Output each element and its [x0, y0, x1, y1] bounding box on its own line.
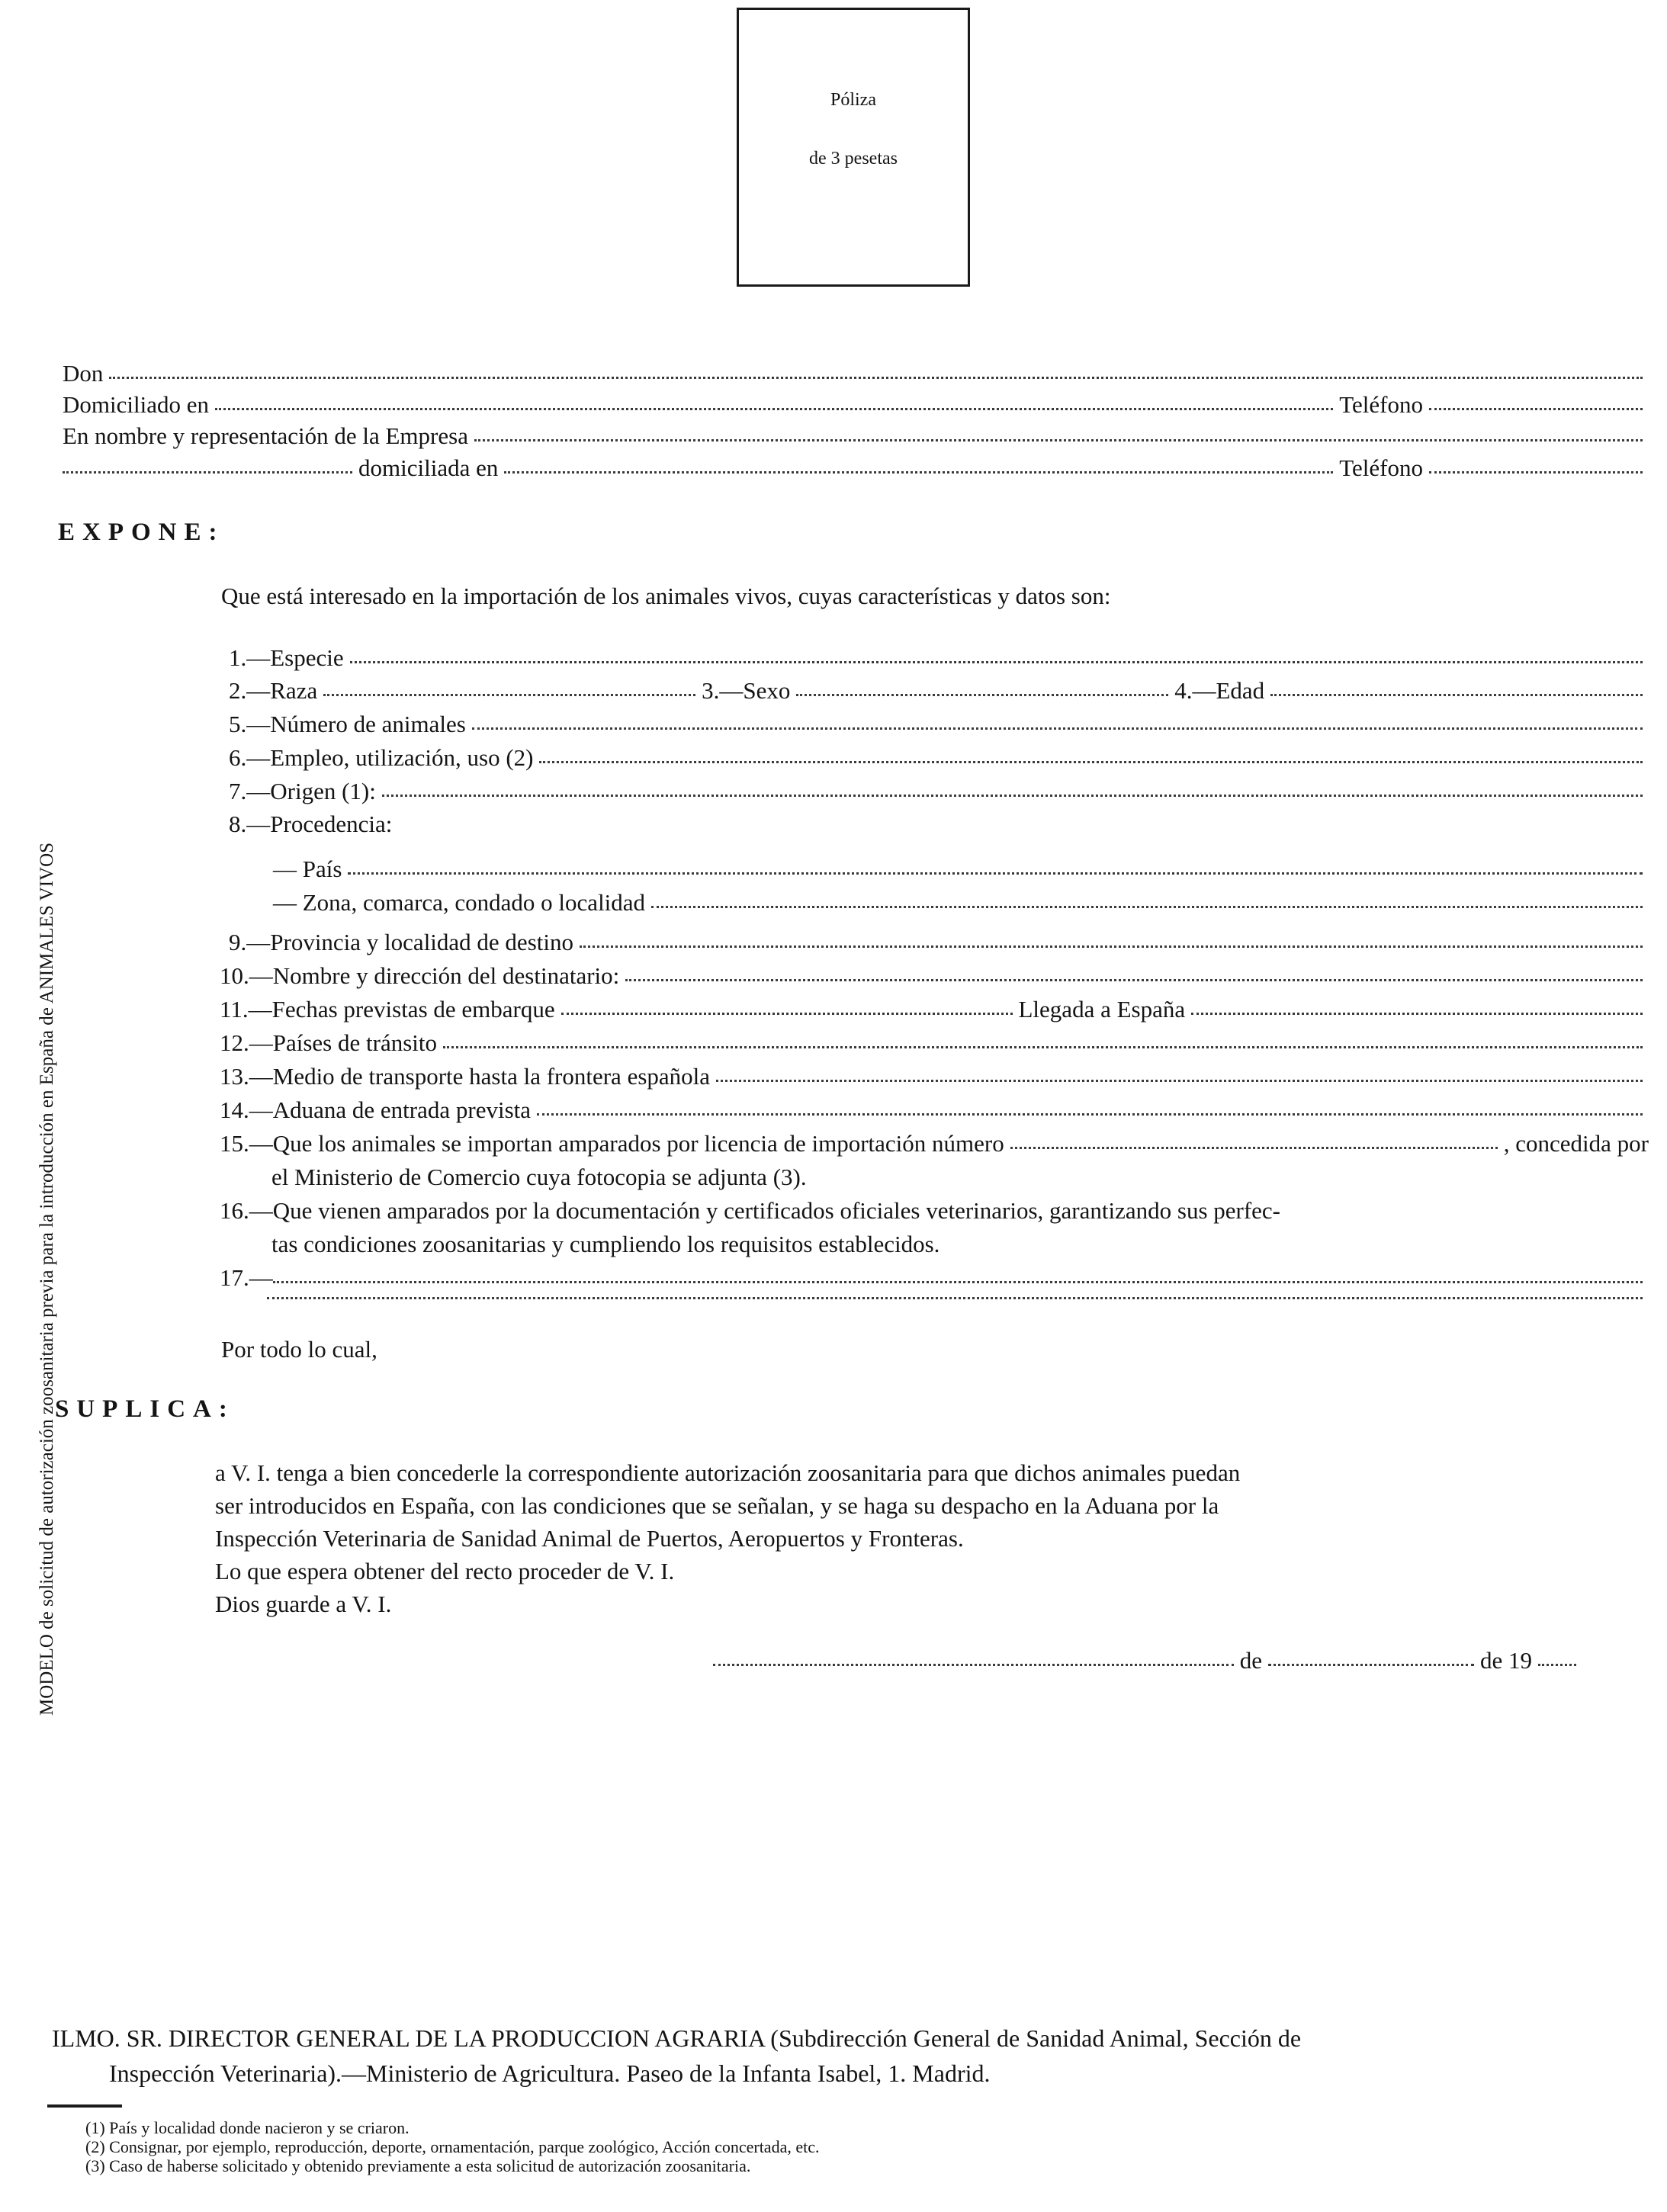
footnote-1: (1) País y localidad donde nacieron y se criaron.	[85, 2118, 410, 2137]
item-numero-line[interactable]	[472, 727, 1643, 730]
date-place-line[interactable]	[713, 1664, 1234, 1666]
item-edad-label: 4.—Edad	[1174, 677, 1265, 704]
item-licencia-line[interactable]	[1010, 1147, 1498, 1149]
field-domicilio-line[interactable]	[215, 408, 1333, 410]
item-transporte-label: 13.—Medio de transporte hasta la frontera española	[220, 1063, 711, 1090]
item-edad-line[interactable]	[1270, 694, 1643, 696]
item-provincia-line[interactable]	[580, 945, 1643, 948]
item-origen-line[interactable]	[382, 795, 1643, 797]
footnotes	[85, 2118, 819, 2175]
suplica-line-4: Lo que espera obtener del recto proceder de V. I.	[215, 1558, 675, 1584]
item-17-extra	[267, 1299, 1649, 1302]
field-telefono-1-label: Teléfono	[1339, 391, 1423, 418]
item-licencia-label: 15.—Que los animales se importan amparados por licencia de importación número	[220, 1130, 1004, 1157]
expone-heading: EXPONE:	[58, 518, 225, 546]
item-licencia	[220, 1130, 1649, 1157]
item-origen	[229, 778, 1649, 805]
item-aduana-label: 14.—Aduana de entrada prevista	[220, 1096, 532, 1123]
field-telefono-2-label: Teléfono	[1339, 454, 1423, 481]
item-pais-label: — País	[273, 856, 342, 882]
item-empleo-line[interactable]	[539, 761, 1643, 763]
item-sexo-label: 3.—Sexo	[702, 677, 791, 704]
addressee-line-2: Inspección Veterinaria).—Ministerio de Agricultura. Paseo de la Infanta Isabel, 1. Madrid.	[109, 2060, 991, 2087]
item-transito	[220, 1029, 1649, 1057]
item-licencia-cont	[271, 1164, 807, 1191]
suplica-line-1: a V. I. tenga a bien concederle la correspondiente autorización zoosanitaria para que dichos animales puedan	[215, 1459, 1241, 1486]
item-raza-label: 2.—Raza	[229, 677, 318, 704]
item-licencia-cont-text: el Ministerio de Comercio cuya fotocopia se adjunta (3).	[271, 1164, 807, 1190]
item-zona-line[interactable]	[651, 906, 1643, 908]
item-destinatario-line[interactable]	[625, 979, 1643, 981]
item-raza-line[interactable]	[323, 694, 695, 696]
date-month-line[interactable]	[1268, 1664, 1474, 1666]
item-especie	[229, 644, 1649, 672]
item-llegada-label: Llegada a España	[1018, 996, 1186, 1023]
item-transporte	[220, 1063, 1649, 1090]
stamp-box	[737, 8, 970, 287]
field-telefono-1-line[interactable]	[1429, 408, 1643, 410]
addressee-line-1: ILMO. SR. DIRECTOR GENERAL DE LA PRODUCCION AGRARIA (Subdirección General de Sanidad Animal, Sección de	[52, 2024, 1302, 2052]
item-documentacion	[220, 1197, 1280, 1225]
field-empresa	[63, 422, 1649, 450]
side-caption: MODELO de solicitud de autorización zoosanitaria previa para la introducción en España de ANIMALES VIVOS	[37, 842, 57, 1716]
item-documentacion-cont-text: tas condiciones zoosanitarias y cumpliendo los requisitos establecidos.	[271, 1231, 940, 1257]
item-especie-label: 1.—Especie	[229, 644, 344, 671]
field-domicilio	[63, 391, 1649, 419]
addressee	[52, 2021, 1301, 2091]
field-empresa-name-line[interactable]	[63, 471, 352, 474]
item-especie-line[interactable]	[350, 661, 1643, 663]
item-documentacion-cont	[271, 1231, 939, 1258]
item-destinatario-label: 10.—Nombre y dirección del destinatario:	[220, 962, 620, 989]
date-line	[713, 1647, 1582, 1674]
item-empleo	[229, 744, 1649, 772]
item-17-extra-line[interactable]	[267, 1297, 1643, 1299]
item-numero	[229, 711, 1649, 738]
item-17-label: 17.—	[220, 1264, 273, 1291]
field-domiciliada-line[interactable]	[504, 471, 1333, 474]
field-domiciliada	[63, 454, 1649, 482]
field-domicilio-label: Domiciliado en	[63, 391, 209, 418]
item-origen-label: 7.—Origen (1):	[229, 778, 376, 804]
field-telefono-2-line[interactable]	[1429, 471, 1643, 474]
item-empleo-label: 6.—Empleo, utilización, uso (2)	[229, 744, 534, 771]
item-destinatario	[220, 962, 1649, 990]
item-aduana	[220, 1096, 1649, 1124]
stamp-line-2: de 3 pesetas	[809, 149, 898, 169]
stamp-line-1: Póliza	[830, 90, 876, 110]
date-year-line[interactable]	[1538, 1664, 1576, 1666]
item-zona	[273, 889, 1649, 917]
field-empresa-label: En nombre y representación de la Empresa	[63, 422, 468, 449]
suplica-line-2: ser introducidos en España, con las condiciones que se señalan, y se haga su despacho en la Aduana por la	[215, 1492, 1219, 1519]
footnote-2: (2) Consignar, por ejemplo, reproducción, deporte, ornamentación, parque zoológico, Acción concertada, etc.	[85, 2137, 820, 2156]
item-numero-label: 5.—Número de animales	[229, 711, 466, 737]
por-todo: Por todo lo cual,	[221, 1336, 377, 1363]
field-don-label: Don	[63, 360, 104, 387]
item-aduana-line[interactable]	[537, 1113, 1643, 1116]
suplica-heading: SUPLICA:	[55, 1395, 235, 1423]
item-transito-label: 12.—Países de tránsito	[220, 1029, 437, 1056]
item-transito-line[interactable]	[443, 1046, 1643, 1048]
item-transporte-line[interactable]	[716, 1080, 1643, 1082]
item-provincia	[229, 929, 1649, 956]
item-llegada-line[interactable]	[1191, 1013, 1643, 1015]
field-don-line[interactable]	[109, 377, 1643, 379]
item-provincia-label: 9.—Provincia y localidad de destino	[229, 929, 573, 955]
item-licencia-tail: , concedida por	[1503, 1130, 1649, 1157]
item-procedencia	[229, 811, 392, 838]
suplica-line-3: Inspección Veterinaria de Sanidad Animal de Puertos, Aeropuertos y Fronteras.	[215, 1525, 964, 1552]
date-de-1: de	[1239, 1647, 1262, 1674]
item-procedencia-label: 8.—Procedencia:	[229, 811, 393, 837]
footnote-rule	[47, 2104, 122, 2108]
item-pais	[273, 856, 1649, 883]
item-raza-sexo-edad	[229, 677, 1649, 705]
item-17-line[interactable]	[273, 1281, 1643, 1283]
field-domiciliada-label: domiciliada en	[358, 454, 499, 481]
item-17	[220, 1264, 1649, 1292]
field-empresa-line[interactable]	[474, 439, 1643, 441]
field-don	[63, 360, 1649, 387]
date-de-2: de 19	[1479, 1647, 1532, 1674]
suplica-line-5: Dios guarde a V. I.	[215, 1591, 392, 1617]
expone-intro: Que está interesado en la importación de los animales vivos, cuyas características y datos son:	[221, 583, 1111, 609]
item-fechas-label: 11.—Fechas previstas de embarque	[220, 996, 555, 1023]
item-sexo-line[interactable]	[796, 694, 1168, 696]
item-fechas	[220, 996, 1649, 1023]
item-fechas-line[interactable]	[561, 1013, 1013, 1015]
item-zona-label: — Zona, comarca, condado o localidad	[273, 889, 646, 916]
item-pais-line[interactable]	[348, 872, 1643, 875]
item-documentacion-text: 16.—Que vienen amparados por la documentación y certificados oficiales veterinarios, garantizando sus perfec-	[220, 1197, 1281, 1224]
footnote-3: (3) Caso de haberse solicitado y obtenido previamente a esta solicitud de autorización zoosanitaria.	[85, 2156, 751, 2175]
